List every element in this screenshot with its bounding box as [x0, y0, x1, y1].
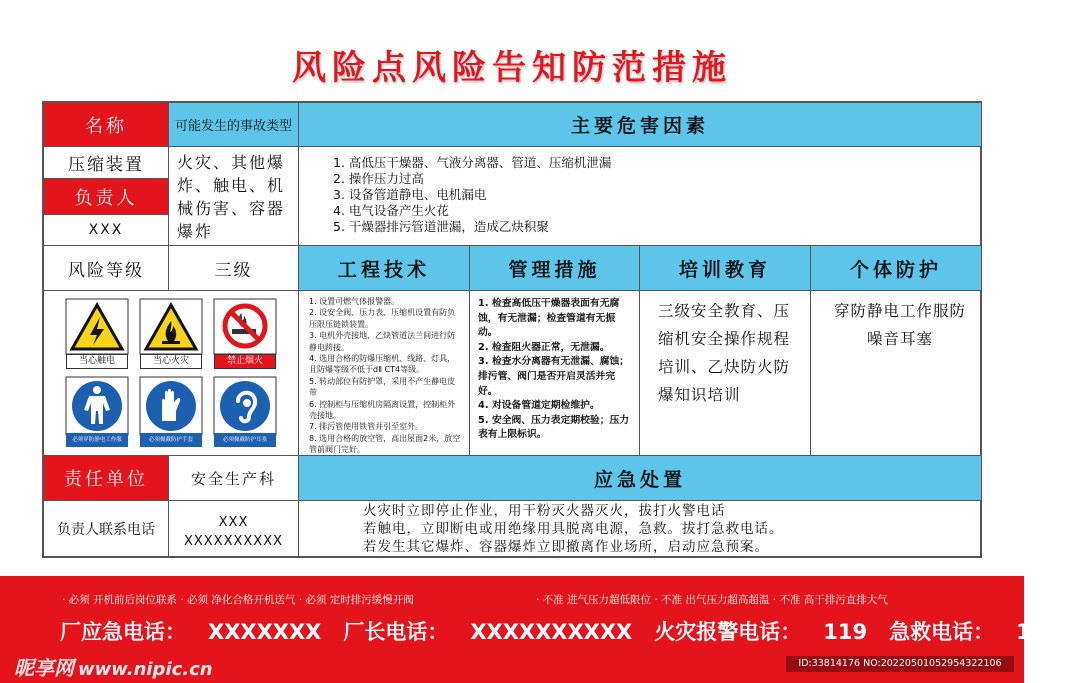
mandatory-sign	[66, 377, 128, 447]
ambulance-phone-value: 120	[1016, 620, 1060, 644]
engineering-item: 6. 控制柜与压缩机房隔离设置，控制柜外壳接地。	[309, 399, 456, 421]
responsible-unit-value: 安全生产科	[169, 456, 299, 501]
contact-phone: XXXXXXXXXX	[183, 534, 284, 549]
risk-level-value: 三级	[169, 246, 299, 291]
mandatory-sign-label: 必须佩戴防护耳塞	[214, 433, 276, 447]
risk-notice-board	[42, 101, 982, 558]
hazard-item: 3. 设备管道静电、电机漏电	[333, 187, 487, 202]
management-header: 管理措施	[470, 246, 640, 291]
warning-sign	[66, 299, 128, 369]
must-rules: · 必须 开机前后岗位联系 · 必须 净化合格开机送气 · 必须 定时排污缓慢开阀	[62, 594, 414, 606]
fire-phone-label: 火灾报警电话：	[654, 620, 802, 644]
mandatory-sign	[140, 377, 202, 447]
training-content: 三级安全教育、压缩机安全操作规程培训、乙炔防火防爆知识培训	[640, 291, 811, 456]
safety-signs-panel	[44, 291, 299, 456]
fire-phone-value: 119	[823, 620, 868, 644]
accident-types: 火灾、其他爆炸、触电、机械伤害、容器爆炸	[169, 147, 299, 246]
warning-sign-label: 当心触电	[66, 354, 128, 369]
no-fire-icon	[214, 299, 276, 354]
watermark	[14, 652, 213, 681]
responsible-label: 负责人	[44, 179, 169, 215]
protective-gloves-icon	[140, 377, 202, 435]
mandatory-sign	[214, 377, 276, 447]
forbid-rules: · 不准 进气压力超低限位 · 不准 出气压力超高超温 · 不准 高干排污直排大气	[536, 594, 888, 606]
management-item: 3. 检查水分离器有无泄漏、腐蚀；排污管、阀门是否开启灵活并完好。	[478, 356, 630, 397]
accident-type-header: 可能发生的事故类型	[169, 103, 299, 147]
ambulance-phone-label: 急救电话：	[889, 620, 995, 644]
watermark-url: www.nipic.cn	[78, 659, 213, 680]
risk-level-label: 风险等级	[44, 246, 169, 291]
engineering-item: 8. 选用合格的放空管，高出屋面2米，放空管前阀门完好。	[309, 433, 461, 455]
management-item: 2. 检查阻火器正常，无泄漏。	[478, 341, 610, 353]
director-phone-label: 厂长电话：	[343, 620, 449, 644]
hazard-header: 主要危害因素	[299, 103, 982, 147]
contact-phone-label: 负责人联系电话	[44, 501, 169, 558]
emergency-phones	[60, 616, 1060, 646]
management-measures	[470, 291, 640, 456]
responsible-value: XXX	[44, 215, 169, 246]
engineering-item: 1. 设置可燃气体报警器。	[309, 297, 400, 306]
prohibition-sign-label: 禁止烟火	[214, 354, 276, 369]
responsible-unit-label: 责任单位	[44, 456, 169, 501]
electric-shock-icon	[66, 299, 128, 354]
engineering-measures	[299, 291, 470, 456]
hazard-item: 4. 电气设备产生火花	[333, 203, 449, 218]
emergency-line: 若发生其它爆炸、容器爆炸立即撤离作业场所，启动应急预案。	[363, 539, 769, 555]
engineering-item: 3. 电机外壳接地，乙炔管道法兰间进行防静电跨接。	[309, 331, 456, 352]
engineering-item: 4. 选用合格的防爆压缩机、线路、灯具，且防爆等级不低于dⅡ CT4等级。	[309, 354, 456, 375]
emergency-header: 应急处置	[299, 456, 982, 501]
emergency-line: 火灾时立即停止作业，用干粉灭火器灭火，拔打火警电话	[363, 503, 726, 519]
engineering-item: 2. 设安全阀、压力表、压缩机设置有防负压限压链锁装置。	[309, 308, 456, 329]
emergency-procedures	[299, 501, 982, 558]
warning-sign	[140, 299, 202, 369]
mandatory-sign-label: 必须佩戴防护手套	[140, 433, 202, 447]
ppe-content: 穿防静电工作服防噪音耳塞	[811, 291, 982, 456]
watermark-logo: 昵享网	[14, 656, 74, 680]
hazard-item: 5. 干燥器排污管道泄漏，造成乙炔积聚	[333, 219, 549, 234]
hazard-item: 1. 高低压干燥器、气液分离器、管道、压缩机泄漏	[333, 155, 612, 170]
engineering-item: 7. 排污管使用铁管并引至室外。	[309, 422, 424, 432]
fire-hazard-icon	[140, 299, 202, 354]
factory-phone-value: XXXXXXX	[208, 620, 322, 644]
page-title: 风险点风险告知防范措施	[292, 48, 732, 88]
ppe-header: 个体防护	[811, 246, 982, 291]
warning-sign-label: 当心火灾	[140, 354, 202, 369]
management-item: 4. 对设备管道定期检维护。	[478, 400, 600, 412]
prohibition-sign	[214, 299, 276, 369]
engineering-header: 工程技术	[299, 246, 470, 291]
contact-name: XXX	[218, 515, 249, 530]
director-phone-value: XXXXXXXXXX	[470, 620, 633, 644]
hazard-list	[299, 147, 982, 246]
engineering-item: 5. 转动部位有防护罩，采用不产生静电皮带	[309, 376, 456, 398]
antistatic-clothing-icon	[66, 377, 128, 435]
mandatory-sign-label: 必须穿防静电工作服	[66, 433, 128, 447]
hazard-item: 2. 操作压力过高	[333, 171, 424, 186]
name-header: 名称	[44, 103, 169, 147]
training-header: 培训教育	[640, 246, 811, 291]
footer-banner	[0, 576, 1060, 683]
watermark-id: ID:33814176 NO:20220501052954322106	[786, 656, 1014, 672]
emergency-line: 若触电，立即断电或用绝缘用具脱离电源，急救。拔打急救电话。	[363, 521, 784, 537]
management-item: 5. 安全阀、压力表定期校验；压力表有上限标识。	[478, 414, 630, 441]
equipment-name: 压缩装置	[44, 147, 169, 179]
ear-protection-icon	[214, 377, 276, 435]
factory-phone-label: 厂应急电话：	[60, 620, 186, 644]
contact-info	[169, 501, 299, 558]
management-item: 1. 检查高低压干燥器表面有无腐蚀，有无泄漏；检查管道有无振动。	[478, 298, 620, 339]
